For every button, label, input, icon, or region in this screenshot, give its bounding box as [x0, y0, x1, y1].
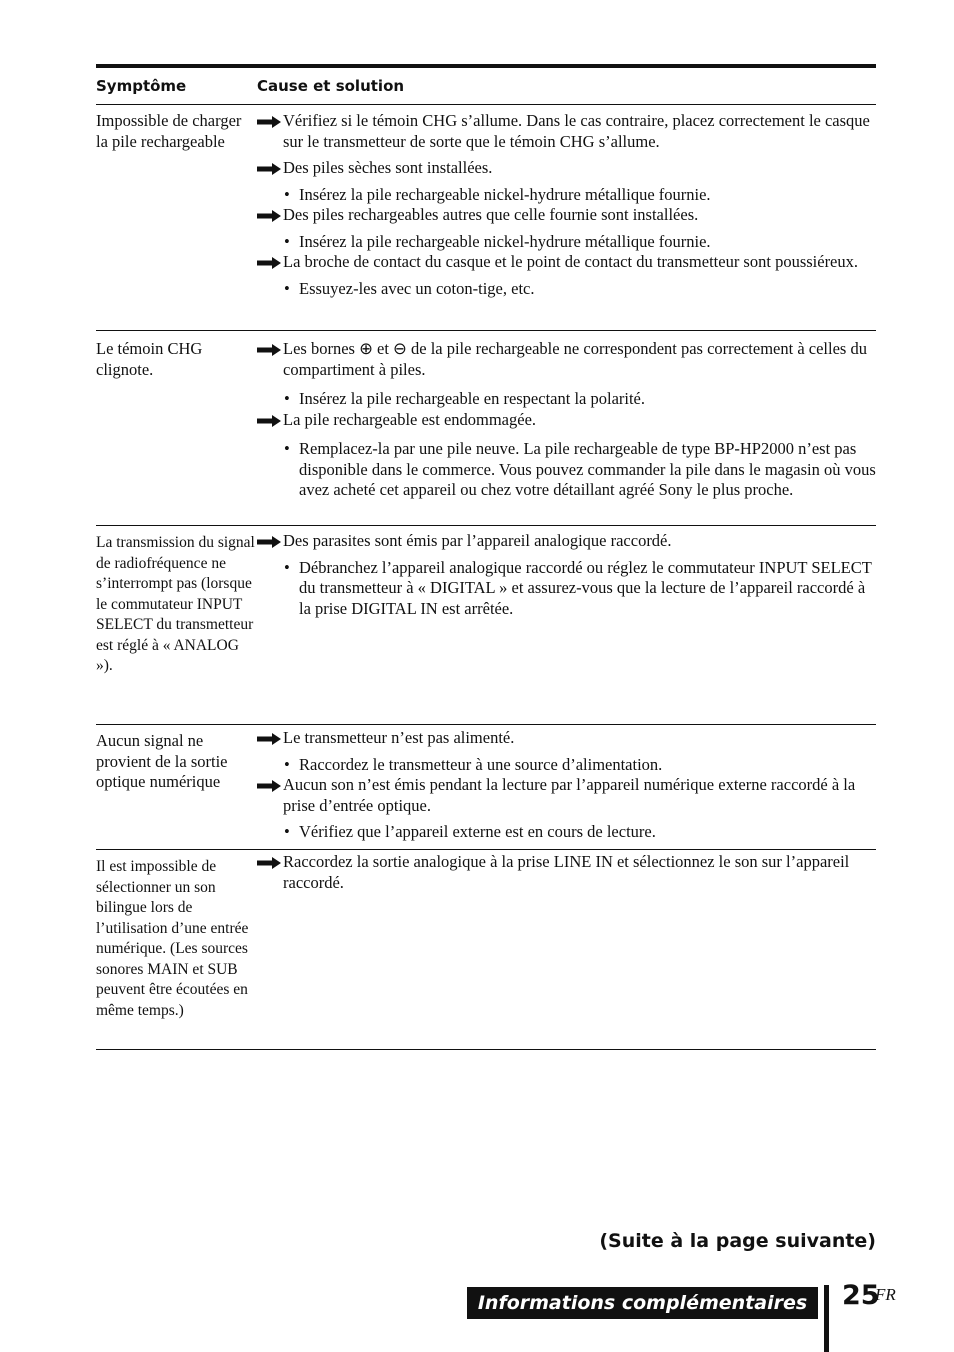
page-divider	[824, 1285, 829, 1352]
symptom-cell: La transmission du signal de radiofréquence ne s’interrompt pas (lorsque le commutateur INPUT SELECT du transmetteur est réglé à « ANALOG »).	[96, 534, 255, 674]
cause-text: Le transmetteur n’est pas alimenté.	[283, 728, 515, 747]
cause-item	[257, 339, 876, 380]
table-row	[96, 105, 876, 331]
cause-text: Des piles sèches sont installées.	[283, 158, 493, 177]
arrow-right-icon	[257, 257, 281, 269]
bullet-text: Insérez la pile rechargeable nickel-hydrure métallique fournie.	[299, 184, 711, 204]
arrow-right-icon	[257, 733, 281, 745]
arrow-right-icon	[257, 536, 281, 548]
bullet-text: Insérez la pile rechargeable nickel-hydrure métallique fournie.	[299, 231, 711, 251]
bullet-icon: •	[284, 184, 290, 204]
bullet-icon: •	[284, 754, 290, 774]
bullet-icon: •	[284, 278, 290, 298]
symptom-cell: Impossible de charger la pile rechargeable	[96, 111, 242, 151]
page-language-suffix: FR	[875, 1285, 896, 1304]
cause-item	[257, 728, 876, 749]
bullet-icon: •	[284, 822, 290, 841]
cause-item	[257, 205, 876, 226]
bullet-icon: •	[284, 439, 290, 458]
solution-bullet	[257, 185, 876, 206]
solution-bullet	[257, 439, 876, 501]
solution-cell	[257, 105, 876, 330]
arrow-right-icon	[257, 780, 281, 792]
cause-item	[257, 252, 876, 273]
bullet-text: Raccordez le transmetteur à une source d’alimentation.	[299, 754, 663, 774]
section-tab	[467, 1287, 818, 1319]
bullet-text: Vérifiez que l’appareil externe est en cours de lecture.	[299, 822, 656, 841]
solution-bullet	[257, 389, 876, 410]
arrow-right-icon	[257, 210, 281, 222]
table-header	[96, 68, 876, 105]
cause-text: Raccordez la sortie analogique à la prise LINE IN et sélectionnez le son sur l’appareil raccordé.	[283, 852, 850, 892]
table-row	[96, 725, 876, 850]
solution-cell	[257, 850, 876, 1049]
symptom-cell: Aucun signal ne provient de la sortie optique numérique	[96, 731, 228, 791]
arrow-right-icon	[257, 344, 281, 356]
continued-note: (Suite à la page suivante)	[599, 1230, 876, 1252]
symptom-cell: Il est impossible de sélectionner un son bilingue lors de l’utilisation d’une entrée numérique. (Les sources sonores MAIN et SUB peuvent être écoutées en même temps.)	[96, 858, 249, 1019]
cause-text: Les bornes ⊕ et ⊖ de la pile rechargeable ne correspondent pas correctement à celles du compartiment à piles.	[283, 339, 867, 379]
header-symptom: Symptôme	[96, 77, 187, 95]
cause-text: Vérifiez si le témoin CHG s’allume. Dans le cas contraire, placez correctement le casque sur le transmetteur de sorte que le témoin CHG s’allume.	[283, 111, 870, 151]
section-title: Informations complémentaires	[477, 1292, 808, 1314]
solution-bullet	[257, 232, 876, 253]
cause-item	[257, 410, 876, 431]
troubleshooting-table	[96, 64, 876, 1050]
solution-cell	[257, 526, 876, 724]
bullet-text: Essuyez-les avec un coton-tige, etc.	[299, 278, 535, 298]
arrow-right-icon	[257, 857, 281, 869]
solution-bullet	[257, 279, 876, 300]
bullet-text: Remplacez-la par une pile neuve. La pile rechargeable de type BP-HP2000 n’est pas disponible dans le commerce. Vous pouvez commander la pile dans le magasin où vous avez acheté cet appareil ou chez votre détaillant agréé Sony le plus proche.	[299, 439, 876, 499]
cause-item	[257, 775, 876, 816]
cause-text: Des piles rechargeables autres que celle fournie sont installées.	[283, 205, 699, 224]
cause-text: Des parasites sont émis par l’appareil analogique raccordé.	[283, 531, 672, 550]
solution-bullet	[257, 822, 876, 843]
header-cause: Cause et solution	[257, 77, 405, 95]
arrow-right-icon	[257, 415, 281, 427]
symptom-cell: Le témoin CHG clignote.	[96, 339, 203, 379]
solution-bullet	[257, 755, 876, 776]
solution-cell	[257, 331, 876, 525]
cause-item	[257, 852, 876, 893]
cause-text: La pile rechargeable est endommagée.	[283, 409, 537, 429]
bullet-icon: •	[284, 557, 290, 577]
bullet-text: Insérez la pile rechargeable en respectant la polarité.	[299, 389, 646, 408]
cause-item	[257, 531, 876, 552]
bullet-icon: •	[284, 231, 290, 251]
table-row	[96, 526, 876, 725]
solution-bullet	[257, 558, 876, 620]
solution-cell	[257, 725, 876, 849]
table-row	[96, 850, 876, 1050]
arrow-right-icon	[257, 116, 281, 128]
table-row	[96, 331, 876, 526]
cause-text: Aucun son n’est émis pendant la lecture par l’appareil numérique externe raccordé à la prise d’entrée optique.	[283, 775, 856, 815]
bullet-text: Débranchez l’appareil analogique raccordé ou réglez le commutateur INPUT SELECT du transmetteur à « DIGITAL » et assurez-vous que la lecture de l’appareil raccordé à la prise DIGITAL IN est arrêtée.	[299, 557, 872, 618]
cause-item	[257, 158, 876, 179]
arrow-right-icon	[257, 163, 281, 175]
cause-text: La broche de contact du casque et le point de contact du transmetteur sont poussiéreux.	[283, 252, 859, 271]
page-number: 25	[842, 1280, 880, 1311]
cause-item	[257, 111, 876, 152]
bullet-icon: •	[284, 389, 290, 408]
